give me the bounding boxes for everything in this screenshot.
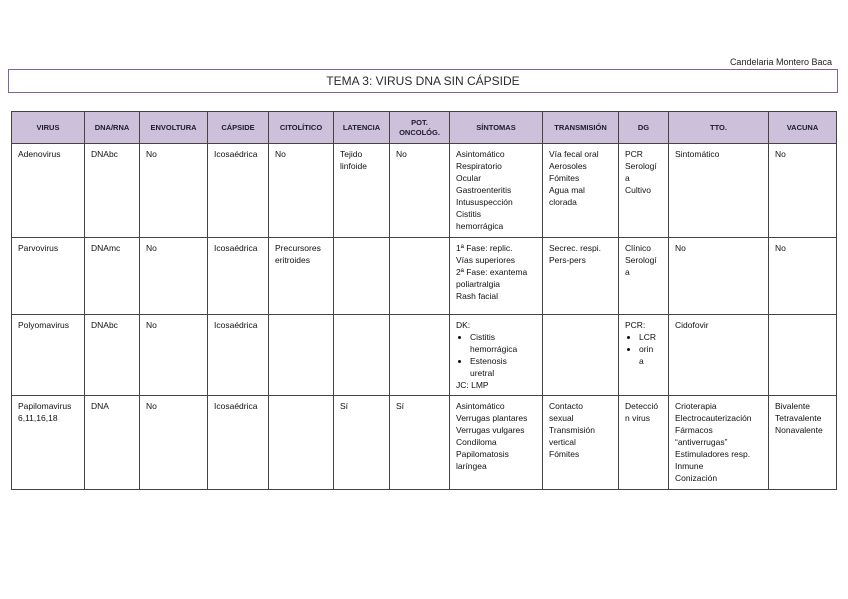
cell-line: 6,11,16,18: [18, 413, 58, 423]
cell-parvovirus-capside: [208, 238, 269, 315]
cell-polyomavirus-capside: [208, 315, 269, 396]
column-header-virus: VIRUS: [12, 112, 85, 144]
cell-line: Secrec. respi.: [549, 243, 601, 253]
cell-line: Estimuladores resp.: [675, 449, 751, 459]
cell-line: Estenosis: [470, 356, 507, 366]
cell-polyomavirus-latencia: [334, 315, 390, 396]
cell-line: PCR:: [625, 320, 646, 330]
cell-polyomavirus-dg: [619, 315, 669, 396]
cell-polyomavirus-sintomas: [450, 315, 543, 396]
cell-adenovirus-vacuna: [769, 144, 837, 238]
cell-papilomavirus-pot-oncologico: [390, 396, 450, 490]
cell-line: a: [625, 173, 630, 183]
cell-line: Aerosoles: [549, 161, 587, 171]
cell-papilomavirus-dna-rna: [85, 396, 140, 490]
cell-polyomavirus-dna-rna: [85, 315, 140, 396]
cell-line: LCR: [639, 332, 657, 342]
cell-parvovirus-latencia: [334, 238, 390, 315]
bullet-item: [625, 343, 665, 367]
column-header-transmision: TRANSMISIÓN: [543, 112, 619, 144]
cell-line: Asintomático: [456, 149, 505, 159]
cell-adenovirus-transmision: [543, 144, 619, 238]
cell-line: Cidofovir: [675, 320, 709, 330]
cell-line: Cistitis: [456, 209, 482, 219]
virus-table: [11, 111, 837, 490]
table-row: [12, 144, 837, 238]
cell-line: Tetravalente: [775, 413, 822, 423]
cell-polyomavirus-tto: [669, 315, 769, 396]
column-header-vacuna: VACUNA: [769, 112, 837, 144]
cell-parvovirus-pot-oncologico: [390, 238, 450, 315]
cell-line: Icosaédrica: [214, 149, 258, 159]
cell-polyomavirus-citolitico: [269, 315, 334, 396]
column-header-sintomas: SÍNTOMAS: [450, 112, 543, 144]
cell-polyomavirus-transmision: [543, 315, 619, 396]
column-header-tto: TTO.: [669, 112, 769, 144]
cell-line: Tejido: [340, 149, 363, 159]
cell-adenovirus-envoltura: [140, 144, 208, 238]
cell-line: Nonavalente: [775, 425, 823, 435]
cell-parvovirus-envoltura: [140, 238, 208, 315]
cell-line: Icosaédrica: [214, 243, 258, 253]
cell-line: DNAbc: [91, 320, 118, 330]
cell-parvovirus-sintomas: [450, 238, 543, 315]
cell-line: Sí: [340, 401, 349, 411]
bullet-item: [456, 331, 539, 355]
cell-line: 2ª Fase: exantema: [456, 267, 528, 277]
cell-line: a: [639, 356, 644, 366]
bullet-icon: [627, 336, 630, 339]
cell-papilomavirus-capside: [208, 396, 269, 490]
cell-adenovirus-tto: [669, 144, 769, 238]
cell-line: Fómites: [549, 449, 580, 459]
cell-line: Fómites: [549, 173, 580, 183]
cell-line: No: [146, 401, 157, 411]
cell-papilomavirus-vacuna: [769, 396, 837, 490]
bullet-icon: [458, 336, 461, 339]
cell-line: Papilomavirus: [18, 401, 72, 411]
cell-adenovirus-dna-rna: [85, 144, 140, 238]
cell-papilomavirus-tto: [669, 396, 769, 490]
cell-line: Inmune: [675, 461, 704, 471]
cell-line: No: [146, 320, 157, 330]
cell-parvovirus-citolitico: [269, 238, 334, 315]
cell-line: No: [396, 149, 407, 159]
column-header-citolitico: CITOLÍTICO: [269, 112, 334, 144]
cell-adenovirus-virus: [12, 144, 85, 238]
cell-line: Contacto: [549, 401, 584, 411]
cell-line: JC: LMP: [456, 380, 489, 390]
column-header-dg: DG: [619, 112, 669, 144]
cell-line: eritroides: [275, 255, 310, 265]
cell-papilomavirus-envoltura: [140, 396, 208, 490]
cell-line: linfoide: [340, 161, 367, 171]
bullet-icon: [627, 348, 630, 351]
cell-polyomavirus-envoltura: [140, 315, 208, 396]
cell-line: Rash facial: [456, 291, 499, 301]
cell-line: No: [275, 149, 286, 159]
cell-line: Condiloma: [456, 437, 497, 447]
cell-adenovirus-latencia: [334, 144, 390, 238]
cell-line: hemorrágica: [470, 344, 518, 354]
cell-line: Icosaédrica: [214, 320, 258, 330]
cell-line: Electrocauterización: [675, 413, 752, 423]
author-name: Candelaria Montero Baca: [729, 57, 832, 67]
cell-line: Parvovirus: [18, 243, 59, 253]
table-row: [12, 238, 837, 315]
cell-line: No: [146, 243, 157, 253]
cell-polyomavirus-pot-oncologico: [390, 315, 450, 396]
cell-line: Pers-pers: [549, 255, 586, 265]
cell-line: Intususpección: [456, 197, 513, 207]
cell-line: Fármacos: [675, 425, 713, 435]
cell-papilomavirus-latencia: [334, 396, 390, 490]
table-row: [12, 396, 837, 490]
cell-line: Bivalente: [775, 401, 810, 411]
cell-parvovirus-vacuna: [769, 238, 837, 315]
cell-line: Verrugas plantares: [456, 413, 528, 423]
column-header-envoltura: ENVOLTURA: [140, 112, 208, 144]
cell-papilomavirus-citolitico: [269, 396, 334, 490]
cell-papilomavirus-dg: [619, 396, 669, 490]
cell-line: DNAbc: [91, 149, 118, 159]
cell-line: orin: [639, 344, 654, 354]
cell-adenovirus-pot-oncologico: [390, 144, 450, 238]
cell-line: DNA: [91, 401, 109, 411]
cell-line: Verrugas vulgares: [456, 425, 525, 435]
cell-line: Precursores: [275, 243, 321, 253]
page-title: TEMA 3: VIRUS DNA SIN CÁPSIDE: [8, 69, 838, 93]
cell-parvovirus-dna-rna: [85, 238, 140, 315]
cell-line: hemorrágica: [456, 221, 504, 231]
cell-line: poliartralgia: [456, 279, 500, 289]
table-row: [12, 315, 837, 396]
cell-papilomavirus-sintomas: [450, 396, 543, 490]
cell-line: No: [675, 243, 686, 253]
cell-line: Sintomático: [675, 149, 720, 159]
cell-line: Asintomático: [456, 401, 505, 411]
cell-line: DNAmc: [91, 243, 121, 253]
cell-line: PCR: [625, 149, 643, 159]
column-header-latencia: LATENCIA: [334, 112, 390, 144]
cell-line: clorada: [549, 197, 577, 207]
cell-polyomavirus-virus: [12, 315, 85, 396]
cell-line: sexual: [549, 413, 574, 423]
cell-line: Polyomavirus: [18, 320, 70, 330]
bullet-icon: [458, 360, 461, 363]
cell-line: Serologí: [625, 255, 657, 265]
cell-papilomavirus-virus: [12, 396, 85, 490]
cell-papilomavirus-transmision: [543, 396, 619, 490]
cell-adenovirus-citolitico: [269, 144, 334, 238]
cell-line: Transmisión: [549, 425, 595, 435]
cell-line: Ocular: [456, 173, 482, 183]
cell-line: No: [775, 149, 786, 159]
table-header-row: [12, 112, 837, 144]
cell-polyomavirus-vacuna: [769, 315, 837, 396]
cell-line: Papilomatosis: [456, 449, 509, 459]
bullet-item: [625, 331, 665, 343]
cell-line: Respiratorio: [456, 161, 502, 171]
cell-parvovirus-tto: [669, 238, 769, 315]
cell-line: vertical: [549, 437, 576, 447]
cell-line: Agua mal: [549, 185, 585, 195]
cell-line: Vía fecal oral: [549, 149, 599, 159]
cell-line: Vías superiores: [456, 255, 516, 265]
cell-line: Cistitis: [470, 332, 496, 342]
column-header-dna-rna: DNA/RNA: [85, 112, 140, 144]
column-header-pot-oncologico: POT. ONCOLÓG.: [390, 112, 450, 144]
cell-line: Adenovirus: [18, 149, 61, 159]
cell-line: Cultivo: [625, 185, 651, 195]
cell-line: No: [146, 149, 157, 159]
cell-line: 1ª Fase: replic.: [456, 243, 513, 253]
bullet-item: [456, 355, 539, 379]
cell-parvovirus-transmision: [543, 238, 619, 315]
cell-adenovirus-sintomas: [450, 144, 543, 238]
cell-adenovirus-dg: [619, 144, 669, 238]
cell-parvovirus-virus: [12, 238, 85, 315]
cell-line: Gastroenteritis: [456, 185, 512, 195]
cell-line: “antiverrugas”: [675, 437, 728, 447]
cell-line: laríngea: [456, 461, 487, 471]
column-header-capside: CÁPSIDE: [208, 112, 269, 144]
cell-line: Serologí: [625, 161, 657, 171]
cell-line: uretral: [470, 368, 495, 378]
cell-line: Clínico: [625, 243, 651, 253]
cell-line: Crioterapia: [675, 401, 717, 411]
cell-line: n virus: [625, 413, 651, 423]
cell-adenovirus-capside: [208, 144, 269, 238]
cell-parvovirus-dg: [619, 238, 669, 315]
cell-line: Sí: [396, 401, 405, 411]
cell-line: Conización: [675, 473, 718, 483]
cell-line: DK:: [456, 320, 471, 330]
cell-line: No: [775, 243, 786, 253]
cell-line: Icosaédrica: [214, 401, 258, 411]
cell-line: a: [625, 267, 630, 277]
cell-line: Detecció: [625, 401, 659, 411]
